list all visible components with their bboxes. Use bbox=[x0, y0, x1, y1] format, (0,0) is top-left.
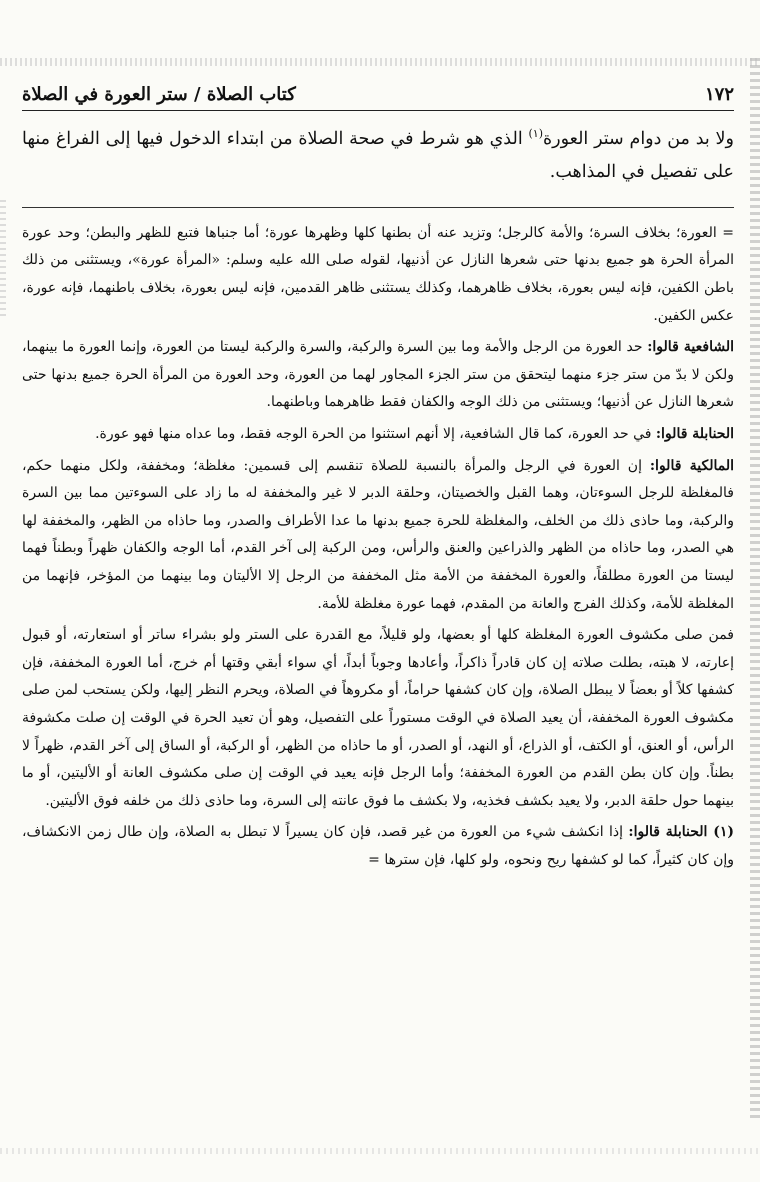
page-number: ١٧٢ bbox=[704, 84, 734, 105]
footnote-maliki-lead: المالكية قالوا: bbox=[649, 457, 734, 474]
footnote-divider bbox=[22, 207, 734, 208]
scan-right-border bbox=[750, 58, 760, 1118]
scan-left-mark bbox=[0, 200, 6, 320]
footnote-1-lead: (١) الحنابلة قالوا: bbox=[628, 824, 734, 841]
footnote-continuation-lead: = العورة؛ bbox=[676, 224, 734, 241]
footnote-ref-1[interactable]: (١) bbox=[528, 127, 543, 140]
footnote-1-text: إذا انكشف شيء من العورة من غير قصد، فإن كان يسيراً لا تبطل به الصلاة، وإن طال زمن الانكشاف، وإن كان كثيراً، كما لو كشفها ريح ونحوه، ولو كلها، فإن سترها = bbox=[22, 824, 734, 868]
page-header bbox=[22, 82, 734, 111]
footnote-maliki-continued-text: فمن صلى مكشوف العورة المغلظة كلها أو بعضها، ولو قليلاً، مع القدرة على الستر ولو بشراء ساتر أو استعارته، أو قبول إعارته، لا هبته، بطلت صلاته إن كان قادراً ذاكراً، وأعادها وجوباً أبداً، أي سواء أبقي وقتها أم خرج، أما العورة المخففة، فإن كشفها كلاً أو بعضاً لا يبطل الصلاة، وإن كان كشفها حراماً، أو مكروهاً في الصلاة، ويحرم النظر إليها، ولكن يستحب لمن صلى مكشوف العورة المخففة، أن يعيد الصلاة في الوقت مستوراً على التفصيل، وهو أن تعيد الحرة في الوقت إن صلت مكشوفة الرأس، أو العنق، أو الكتف، أو الذراع، أو النهد، أو الصدر، أو ما حاذاه من الظهر، أو الركبة، أو الساق إلى آخر القدم، ظهراً لا بطناً. وإن كان بطن القدم من العورة المخففة؛ وأما الرجل فإنه يعيد في الوقت إن صلى مكشوف العانة أو الأليتين، أو ما بينهما حول حلقة الدبر، ولا يعيد بكشف فخذيه، ولا بكشف ما فوق عانته إلى السرة، وما حاذى ذلك من خلفه فوق الأليتين. bbox=[22, 627, 734, 809]
footnote-maliki-text: إن العورة في الرجل والمرأة بالنسبة للصلاة تنقسم إلى قسمين: مغلظة؛ ومخففة، ولكل منهما حكم، فالمغلظة للرجل السوءتان، وهما القبل والخصيتان، وحلقة الدبر لا غير والمخففة له ما زاد على السوءتين مما بين السرة والركبة، وما حاذى ذلك من الخلف، والمغلظة للحرة جميع بدنها ما عدا الأطراف والصدر، وما حاذاه من الظهر، والمخففة لها هي الصدر، وما حاذاه من الظهر والذراعين والعنق والرأس، ومن الركبة إلى آخر القدم، أما الوجه والكفان ظهراً وبطناً فهما ليستا من العورة مطلقاً، والعورة المخففة من الأمة مثل المخففة من الرجل إلا الأليتان وما بينهما من المؤخر، فإنهما من المغلظة للأمة، وكذلك الفرج والعانة من المقدم، فهما عورة مغلظة للأمة. bbox=[22, 457, 734, 612]
scan-top-border bbox=[0, 58, 760, 66]
footnote-1 bbox=[22, 819, 734, 874]
footnote-shafii-lead: الشافعية قالوا: bbox=[647, 339, 734, 356]
footnote-continuation bbox=[22, 220, 734, 330]
scan-bottom-border bbox=[0, 1148, 760, 1154]
footnote-shafii bbox=[22, 334, 734, 417]
main-text-end: الذي هو شرط في صحة الصلاة من ابتداء الدخول فيها إلى الفراغ منها على تفصيل في المذاهب. bbox=[22, 128, 734, 182]
footnote-shafii-text: حد العورة من الرجل والأمة وما بين السرة والركبة، والسرة والركبة ليستا من العورة، وإنما العورة ما بينهما، ولكن لا بدّ من ستر جزء منهما ليتحقق من ستر الجزء المجاور لهما من العورة، وحد العورة من المرأة الحرة جميع بدنها حتى شعرها النازل عن أذنيها؛ ويستثنى من ذلك الوجه والكفان فقط ظاهرهما وباطنهما. bbox=[22, 339, 734, 411]
footnote-continuation-text: بخلاف السرة؛ والأمة كالرجل؛ وتزيد عنه أن بطنها كلها وظهرها عورة؛ أما جنباها فتبع للظهر والبطن؛ وحد عورة المرأة الحرة هو جميع بدنها حتى شعرها النازل عن أذنيها، لقوله صلى الله عليه وسلم: «المرأة عورة»، ويستثنى من ذلك باطن الكفين، فإنه ليس بعورة، بخلاف ظاهرهما، وكذلك يستثنى ظاهر القدمين، فإنه ليس بعورة، بخلاف باطنهما، فإنه عورة، عكس الكفين. bbox=[22, 224, 734, 324]
footnote-maliki bbox=[22, 453, 734, 619]
footnote-maliki-continued bbox=[22, 622, 734, 815]
running-title: كتاب الصلاة / ستر العورة في الصلاة bbox=[22, 84, 296, 105]
footnote-hanbali-text: في حد العورة، كما قال الشافعية، إلا أنهم استثنوا من الحرة الوجه فقط، وما عداه منها فهو عورة. bbox=[95, 425, 656, 442]
main-text bbox=[22, 117, 734, 189]
book-page bbox=[22, 82, 734, 878]
footnote-hanbali bbox=[22, 421, 734, 449]
footnote-hanbali-lead: الحنابلة قالوا: bbox=[655, 425, 734, 442]
main-text-start: ولا بد من دوام ستر العورة bbox=[543, 128, 734, 149]
